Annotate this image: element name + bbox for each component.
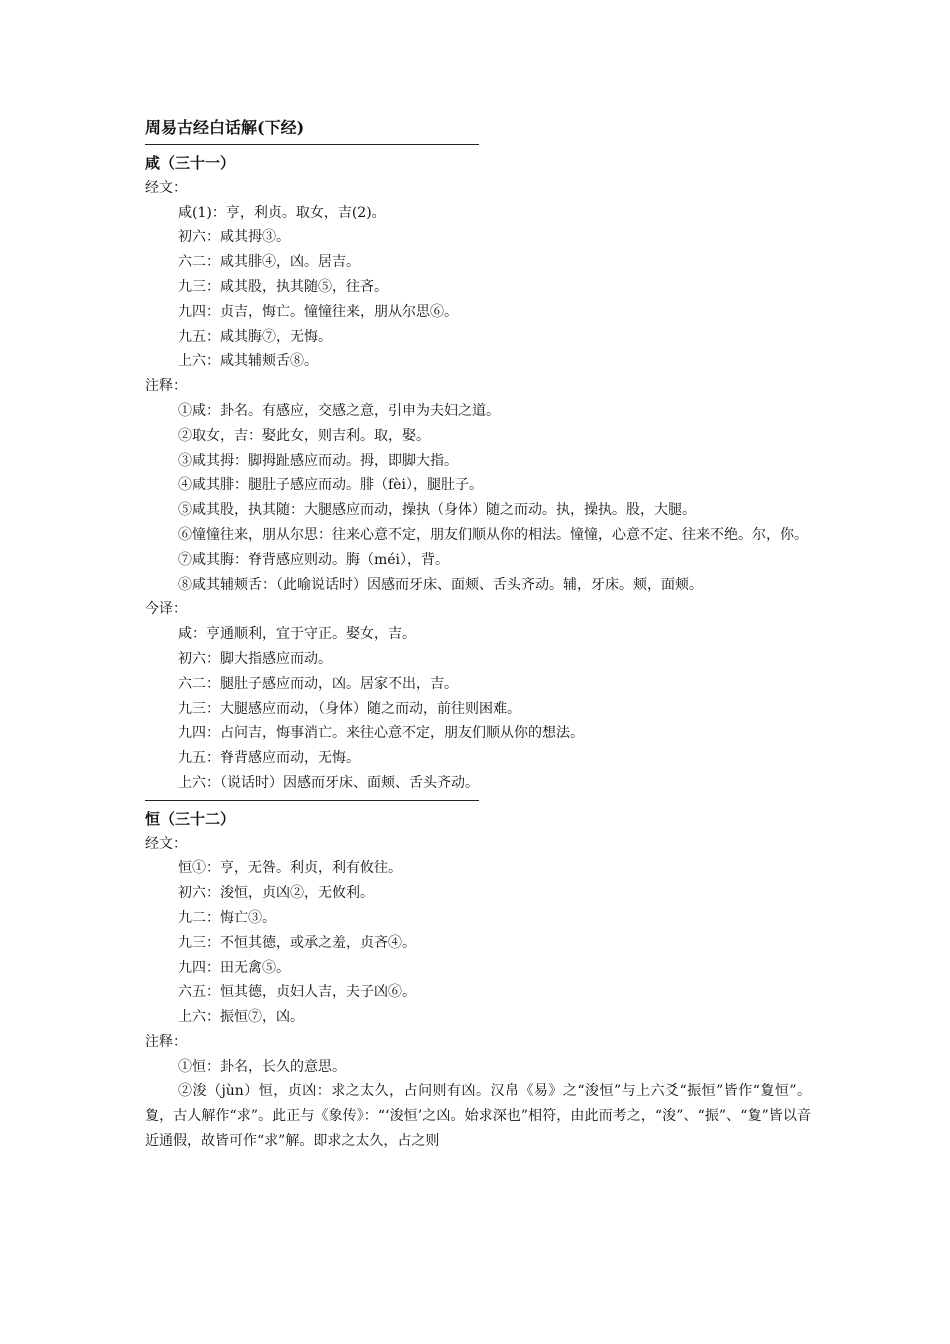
section-xian [145, 151, 811, 796]
zhushi-note: ①咸：卦名。有感应，交感之意，引申为夫妇之道。 [178, 402, 500, 419]
jinyi-line: 九三：大腿感应而动，（身体）随之而动，前往则困难。 [178, 700, 521, 717]
jingwen-line: 初六：浚恒，贞凶②，无攸利。 [178, 885, 374, 902]
jinyi-line: 初六：脚大指感应而动。 [178, 650, 332, 667]
jinyi-line: 九五：脊背感应而动，无悔。 [178, 750, 360, 767]
jinyi-label: 今译： [145, 601, 187, 618]
jinyi-line: 上六：（说话时）因感而牙床、面颊、舌头齐动。 [178, 774, 479, 791]
jingwen-line: 九二：悔亡③。 [178, 909, 276, 926]
jinyi-line: 九四：占问吉，悔事消亡。来往心意不定，朋友们顺从你的想法。 [178, 725, 584, 742]
zhushi-note: ⑤咸其股，执其随：大腿感应而动，操执（身体）随之而动。执，操执。股，大腿。 [178, 502, 696, 519]
jingwen-line: 恒①：亨，无咎。利贞，利有攸往。 [178, 860, 402, 877]
jingwen-line: 九四：贞吉，悔亡。憧憧往来，朋从尔思⑥。 [178, 303, 458, 320]
zhushi-note: ③咸其拇：脚拇趾感应而动。拇，即脚大指。 [178, 452, 458, 469]
jingwen-line: 九三：不恒其德，或承之羞，贞吝④。 [178, 934, 416, 951]
jingwen-label: 经文： [145, 179, 187, 196]
section-title: 恒（三十二） [145, 809, 236, 828]
document-page [145, 116, 811, 1154]
jinyi-line: 六二：腿肚子感应而动，凶。居家不出，吉。 [178, 675, 458, 692]
section-divider [145, 144, 479, 145]
zhushi-note: ②取女，吉：娶此女，则吉利。取，娶。 [178, 427, 430, 444]
jingwen-line: 六二：咸其腓④，凶。居吉。 [178, 254, 360, 271]
jingwen-line: 九五：咸其脢⑦，无悔。 [178, 328, 332, 345]
zhushi-label: 注释： [145, 378, 187, 395]
jingwen-line: 咸(1)：亨，利贞。取女，吉(2)。 [178, 204, 386, 221]
section-title: 咸（三十一） [145, 154, 236, 172]
zhushi-note: ②浚（jùn）恒，贞凶：求之太久，占问则有凶。汉帛《易》之“浚恒”与上六爻“振恒”皆作“夐恒”。 夐，古人解作“求”。此正与《象传》：“‘浚恒’之凶。始求深也”相符，由此而考之，“浚”、“振”、“夐”皆以音近通假，故皆可作“求”解。即求之太久，占之则 [145, 1083, 811, 1150]
section-heng [145, 807, 811, 1154]
jingwen-line: 上六：咸其辅颊舌⑧。 [178, 353, 318, 370]
zhushi-note: ⑥憧憧往来，朋从尔思：往来心意不定，朋友们顺从你的相法。憧憧，心意不定、往来不绝。尔，你。 [178, 526, 808, 543]
zhushi-label: 注释： [145, 1033, 187, 1050]
jingwen-line: 九四：田无禽⑤。 [178, 959, 290, 976]
jingwen-line: 上六：振恒⑦，凶。 [178, 1009, 304, 1026]
zhushi-note: ④咸其腓：腿肚子感应而动。腓（fèi），腿肚子。 [178, 477, 483, 494]
jingwen-line: 九三：咸其股，执其随⑤，往吝。 [178, 278, 388, 295]
zhushi-note: ⑧咸其辅颊舌：（此喻说话时）因感而牙床、面颊、舌头齐动。辅，牙床。颊，面颊。 [178, 576, 703, 593]
jingwen-line: 初六：咸其拇③。 [178, 229, 290, 246]
jinyi-line: 咸：亨通顺利，宜于守正。娶女，吉。 [178, 626, 416, 643]
zhushi-note: ①恒：卦名，长久的意思。 [178, 1058, 346, 1075]
zhushi-note: ⑦咸其脢：脊背感应则动。脢（méi），背。 [178, 551, 450, 568]
jingwen-label: 经文： [145, 835, 187, 852]
jingwen-line: 六五：恒其德，贞妇人吉，夫子凶⑥。 [178, 984, 416, 1001]
section-divider [145, 800, 479, 801]
document-title: 周易古经白话解(下经) [145, 118, 305, 137]
